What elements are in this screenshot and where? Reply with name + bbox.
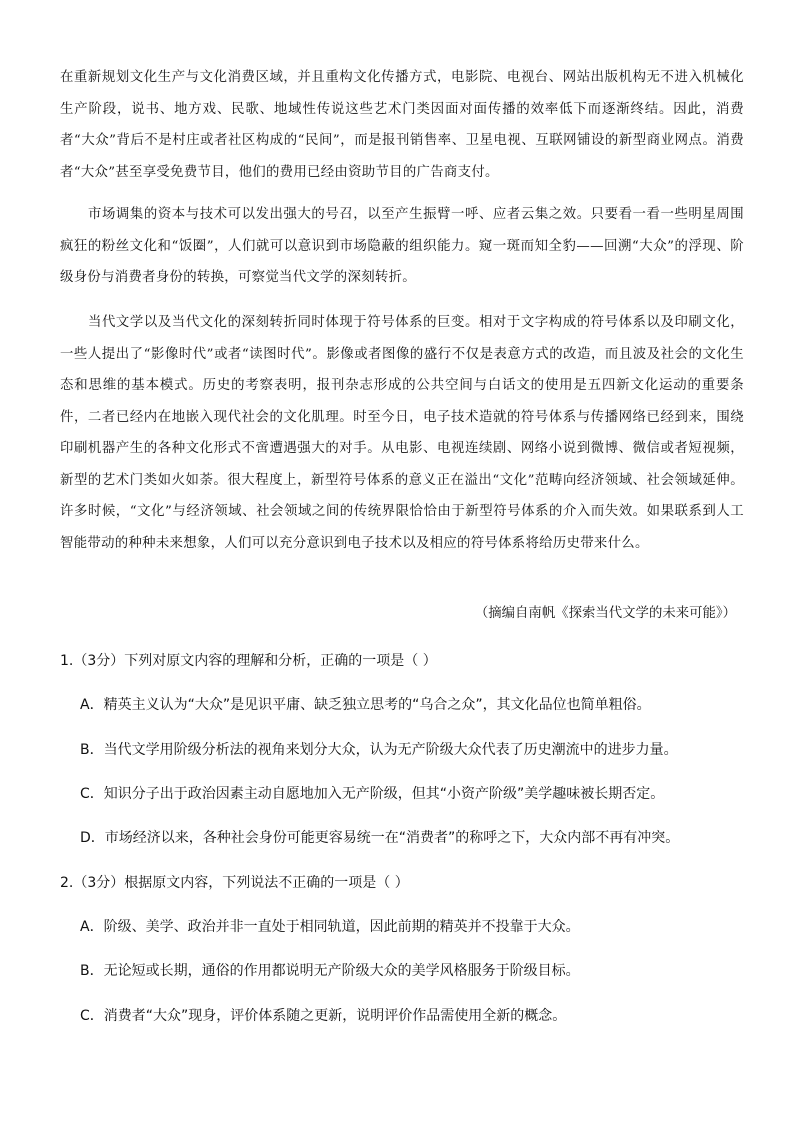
passage-paragraph-1: 在重新规划文化生产与文化消费区域，并且重构文化传播方式，电影院、电视台、网站出版机构无不进入机械化生产阶段，说书、地方戏、民歌、地域性传说这些艺术门类因面对面传播的效率低下而逐渐终结。因此，消费者“大众”背后不是村庄或者社区构成的“民间”，而是报刊销售率、卫星电视、互联网铺设的新型商业网点。消费者“大众”甚至享受免费节目，他们的费用已经由资助节目的广告商支付。	[60, 70, 744, 180]
question-2-stem: 2.（3分）根据原文内容，下列说法不正确的一项是（ ）	[60, 875, 409, 891]
passage-paragraph-2: 市场调集的资本与技术可以发出强大的号召，以至产生振臂一呼、应者云集之效。只要看一看一些明星周围疯狂的粉丝文化和“饭圈”，人们就可以意识到市场隐蔽的组织能力。窥一斑而知全豹——回溯“大众”的浮现、阶级身份与消费者身份的转换，可察觉当代文学的深刻转折。	[60, 207, 744, 285]
passage-source: （摘编自南帆《探索当代文学的未来可能》）	[474, 606, 736, 621]
question-1-stem: 1.（3分）下列对原文内容的理解和分析，正确的一项是（ ）	[60, 653, 437, 669]
question-2-option-b: B．无论短或长期，通俗的作用都说明无产阶级大众的美学风格服务于阶级目标。	[80, 963, 580, 979]
question-1-option-b: B．当代文学用阶级分析法的视角来划分大众，认为无产阶级大众代表了历史潮流中的进步力量。	[80, 742, 678, 758]
question-2-option-a: A．阶级、美学、政治并非一直处于相同轨道，因此前期的精英并不投靠于大众。	[80, 919, 580, 935]
question-2-option-c: C．消费者“大众”现身，评价体系随之更新，说明评价作品需使用全新的概念。	[80, 1008, 567, 1024]
question-1-option-a: A．精英主义认为“大众”是见识平庸、缺乏独立思考的“乌合之众”，其文化品位也简单粗俗。	[80, 697, 651, 713]
passage-paragraph-3: 当代文学以及当代文化的深刻转折同时体现于符号体系的巨变。相对于文字构成的符号体系以及印刷文化，一些人提出了“影像时代”或者“读图时代”。影像或者图像的盛行不仅是表意方式的改造，而且波及社会的文化生态和思维的基本模式。历史的考察表明，报刊杂志形成的公共空间与白话文的使用是五四新文化运动的重要条件，二者已经内在地嵌入现代社会的文化肌理。时至今日，电子技术造就的符号体系与传播网络已经到来，围绕印刷机器产生的各种文化形式不啻遭遇强大的对手。从电影、电视连续剧、网络小说到微博、微信或者短视频，新型的艺术门类如火如荼。很大程度上，新型符号体系的意义正在溢出“文化”范畴向经济领域、社会领域延伸。许多时候，“文化”与经济领域、社会领域之间的传统界限恰恰由于新型符号体系的介入而失效。如果联系到人工智能带动的种种未来想象，人们可以充分意识到电子技术以及相应的符号体系将给历史带来什么。	[60, 315, 744, 551]
question-1-option-d: D．市场经济以来，各种社会身份可能更容易统一在“消费者”的称呼之下，大众内部不再有冲突。	[80, 830, 680, 846]
question-1-option-c: C．知识分子出于政治因素主动自愿地加入无产阶级，但其“小资产阶级”美学趣味被长期否定。	[80, 786, 665, 802]
